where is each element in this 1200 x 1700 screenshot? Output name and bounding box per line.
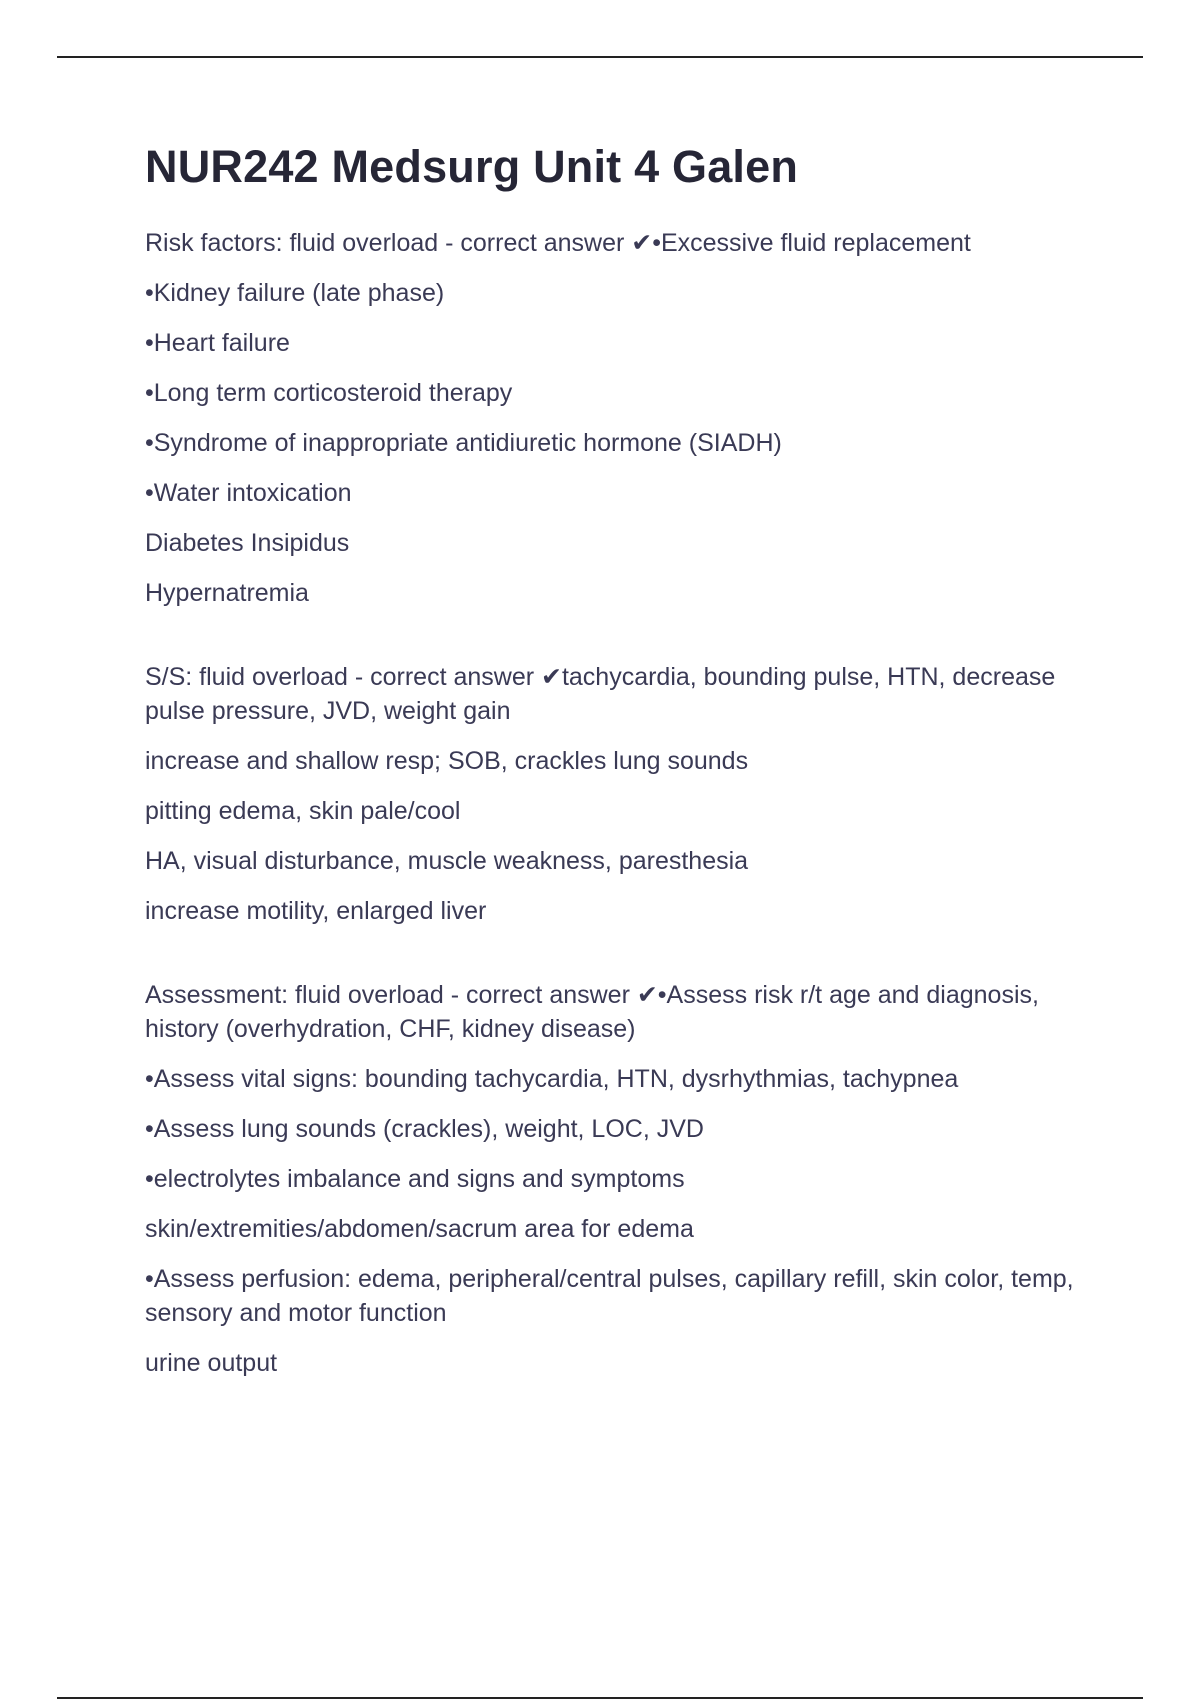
- text-line: •Long term corticosteroid therapy: [145, 379, 513, 407]
- text-line: S/S: fluid overload - correct answer ✔tachycardia, bounding pulse, HTN, decrease pulse pressure, JVD, weight gain: [145, 663, 1056, 725]
- text-line: Assessment: fluid overload - correct answer ✔•Assess risk r/t age and diagnosis, history (overhydration, CHF, kidney disease): [145, 981, 1039, 1043]
- text-line: •Water intoxication: [145, 479, 352, 507]
- text-line: •Syndrome of inappropriate antidiuretic hormone (SIADH): [145, 429, 782, 457]
- text-line: •Assess vital signs: bounding tachycardia, HTN, dysrhythmias, tachypnea: [145, 1065, 959, 1093]
- bottom-divider: [57, 1697, 1143, 1699]
- text-line: urine output: [145, 1349, 278, 1377]
- section-signs-symptoms: [145, 660, 1085, 928]
- text-line: •electrolytes imbalance and signs and symptoms: [145, 1165, 685, 1193]
- text-line: increase and shallow resp; SOB, crackles lung sounds: [145, 747, 749, 775]
- text-line: •Kidney failure (late phase): [145, 279, 445, 307]
- text-line: •Assess perfusion: edema, peripheral/central pulses, capillary refill, skin color, temp, sensory and motor function: [145, 1265, 1074, 1327]
- section-risk-factors: [145, 226, 1085, 610]
- text-line: pitting edema, skin pale/cool: [145, 797, 461, 825]
- text-line: increase motility, enlarged liver: [145, 897, 487, 925]
- text-line: •Heart failure: [145, 329, 290, 357]
- text-line: •Assess lung sounds (crackles), weight, LOC, JVD: [145, 1115, 704, 1143]
- text-line: skin/extremities/abdomen/sacrum area for edema: [145, 1215, 694, 1243]
- text-line: Diabetes Insipidus: [145, 529, 350, 557]
- top-divider: [57, 56, 1143, 58]
- text-line: HA, visual disturbance, muscle weakness, paresthesia: [145, 847, 749, 875]
- page-title: NUR242 Medsurg Unit 4 Galen: [145, 141, 799, 192]
- document-body: [145, 140, 1085, 1430]
- text-line: Risk factors: fluid overload - correct answer ✔•Excessive fluid replacement: [145, 229, 971, 257]
- section-assessment: [145, 978, 1085, 1380]
- text-line: Hypernatremia: [145, 579, 309, 607]
